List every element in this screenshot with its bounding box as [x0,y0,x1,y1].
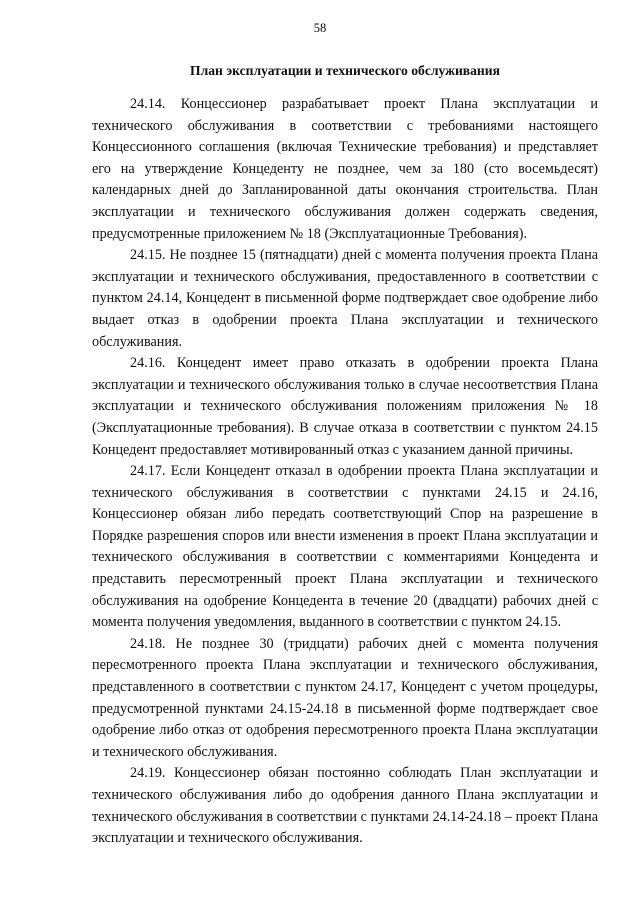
paragraph-24-16: 24.16. Концедент имеет право отказать в одобрении проекта Плана эксплуатации и технического обслуживания только в случае несоответствия Плана эксплуатации и технического обслуживания положениям приложения № 18 (Эксплуатационные требования). В случае отказа в соответствии с пунктом 24.15 Концедент предоставляет мотивированный отказ с указанием данной причины. [92,355,598,458]
paragraph-24-19: 24.19. Концессионер обязан постоянно соблюдать План эксплуатации и технического обслуживания либо до одобрения данного Плана эксплуатации и технического обслуживания в соответствии с пунктами 24.14-24.18 – проект Плана эксплуатации и технического обслуживания. [92,765,598,847]
paragraph-24-18: 24.18. Не позднее 30 (тридцати) рабочих дней с момента получения пересмотренного проекта Плана эксплуатации и технического обслуживания, представленного в соответствии с пунктом 24.17, Концедент с учетом процедуры, предусмотренной пунктами 24.15-24.18 в письменной форме подтверждает свое одобрение либо отказ от одобрения пересмотренного проекта Плана эксплуатации и технического обслуживания. [92,635,598,760]
section-title: План эксплуатации и технического обслуживания [190,63,500,78]
paragraph-24-17: 24.17. Если Концедент отказал в одобрении проекта Плана эксплуатации и технического обслуживания в соответствии с пунктами 24.15 и 24.16, Концессионер обязан либо передать соответствующий Спор на разрешение в Порядке разрешения споров или внести изменения в проект Плана эксплуатации и технического обслуживания в соответствии с комментариями Концедента и представить пересмотренный проект Плана эксплуатации и технического обслуживания на одобрение Концедента в течение 20 (двадцати) рабочих дней с момента получения уведомления, выданного в соответствии с пунктом 24.15. [92,463,598,631]
paragraph-24-14: 24.14. Концессионер разрабатывает проект Плана эксплуатации и технического обслуживания в соответствии с требованиями настоящего Концессионного соглашения (включая Технические требования) и представляет его на утверждение Концеденту не позднее, чем за 180 (сто восемьдесят) календарных дней до Запланированной даты окончания строительства. План эксплуатации и технического обслуживания должен содержать сведения, предусмотренные приложением № 18 (Эксплуатационные Требования). [92,96,598,242]
paragraph-24-15: 24.15. Не позднее 15 (пятнадцати) дней с момента получения проекта Плана эксплуатации и технического обслуживания, предоставленного в соответствии с пунктом 24.14, Концедент в письменной форме подтверждает свое одобрение либо выдает отказ в одобрении проекта Плана эксплуатации и технического обслуживания. [92,247,598,350]
page-number: 58 [313,21,327,35]
document-body [92,94,598,850]
